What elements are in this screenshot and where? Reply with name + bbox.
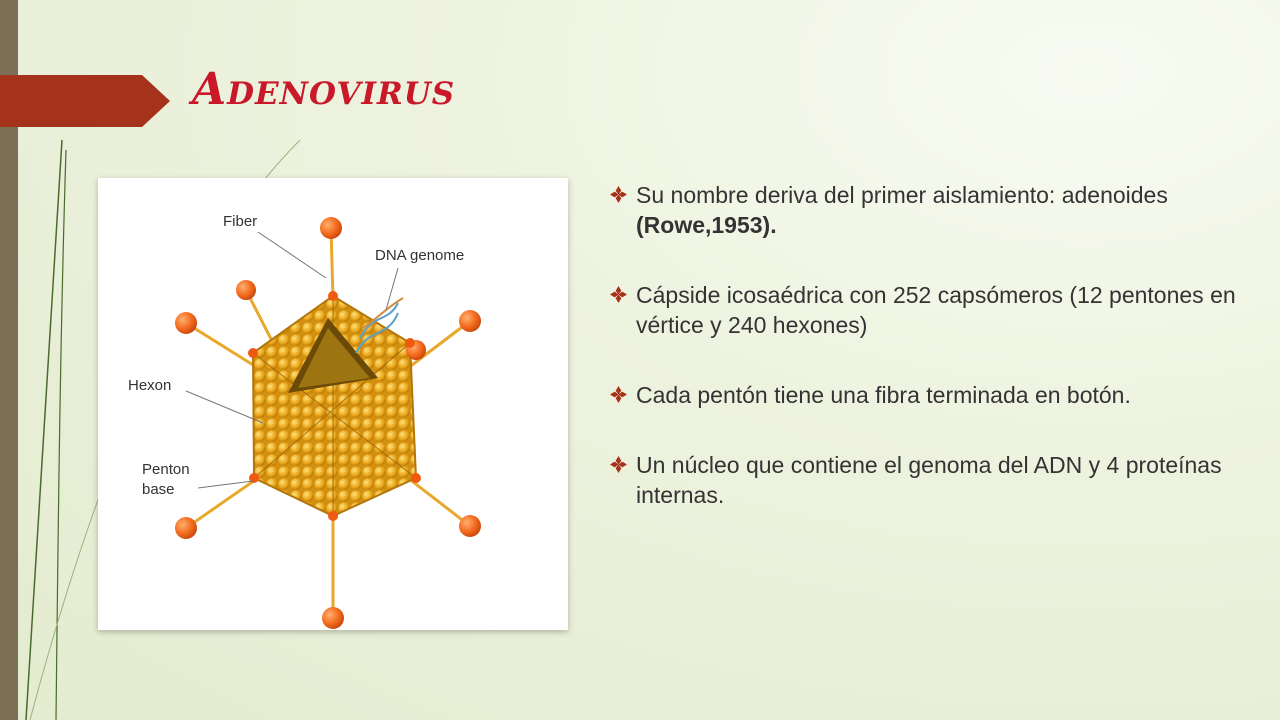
- bullet-text: Su nombre deriva del primer aislamiento: adenoides: [636, 182, 1168, 208]
- bullet-item: [608, 180, 1248, 240]
- bullet-text: Cada pentón tiene una fibra terminada en botón.: [636, 382, 1131, 408]
- slide-title: Adenovirus: [192, 64, 456, 115]
- label-penton-base: base: [142, 481, 175, 498]
- bullet-list: [608, 180, 1248, 550]
- adenovirus-diagram: [98, 178, 568, 630]
- bullet-item: [608, 450, 1248, 510]
- diamond-bullet-icon: [610, 456, 627, 473]
- diamond-bullet-icon: [610, 286, 627, 303]
- bullet-text: Un núcleo que contiene el genoma del ADN y 4 proteínas internas.: [636, 452, 1222, 508]
- title-arrow-shape: [0, 75, 170, 127]
- label-penton: Penton: [142, 461, 190, 478]
- bullet-item: [608, 380, 1248, 410]
- bullet-citation: (Rowe,1953).: [636, 212, 777, 238]
- bullet-item: [608, 280, 1248, 340]
- label-hexon: Hexon: [128, 377, 172, 394]
- label-fiber: Fiber: [223, 213, 258, 230]
- diamond-bullet-icon: [610, 186, 627, 203]
- label-dna-genome: DNA genome: [375, 247, 465, 264]
- diamond-bullet-icon: [610, 386, 627, 403]
- bullet-text: Cápside icosaédrica con 252 capsómeros (12 pentones en vértice y 240 hexones): [636, 282, 1236, 338]
